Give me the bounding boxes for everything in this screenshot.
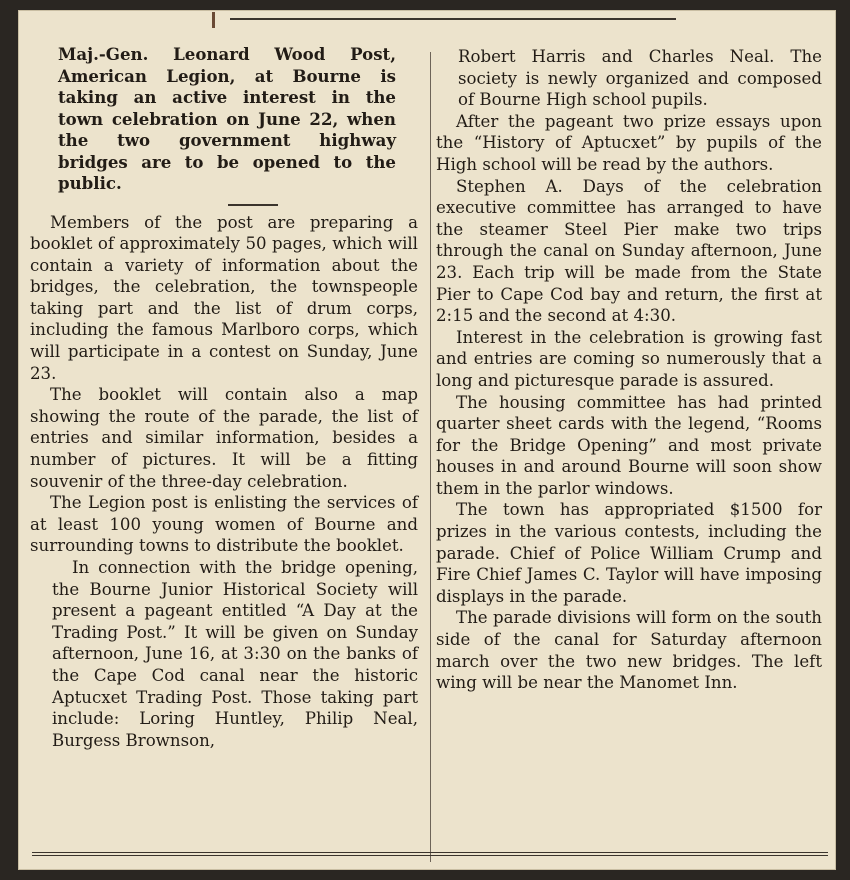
paragraph-booklet: Members of the post are preparing a booklet of approximately 50 pages, which will contain a variety of information about the bridges, the celebration, the townspeople taking part and the list of drum corps, including the famous Marlboro corps, which will participate in a contest on Sunday, June 23.	[30, 212, 418, 383]
paragraph-society: Robert Harris and Charles Neal. The society is newly organized and composed of Bourne High school pupils.	[458, 47, 822, 110]
paragraph-steamer: Stephen A. Days of the celebration executive committee has arranged to have the steamer Steel Pier make two trips through the canal on Sunday afternoon, June 23. Each trip will be made from the State Pier to Cape Cod bay and return, the first at 2:15 and the second at 4:30.	[436, 176, 822, 326]
paragraph-parade-divisions: The parade divisions will form on the south side of the canal for Saturday afternoon march over the two new bridges. The left wing will be near the Manomet Inn.	[436, 608, 822, 693]
paragraph-housing: The housing committee has had printed quarter sheet cards with the legend, “Rooms for the Bridge Opening” and most private houses in and around Bourne will soon show them in the parlor windows.	[436, 392, 822, 498]
headline: Maj.-Gen. Leonard Wood Post, American Legion, at Bourne is taking an active interest in the town celebration on June 22, when the two government highway bridges are to be opened to the public.	[58, 44, 396, 193]
paragraph-interest: Interest in the celebration is growing fast and entries are coming so numerously that a long and picturesque parade is assured.	[436, 327, 822, 390]
top-rule	[230, 18, 676, 20]
newspaper-clipping	[18, 10, 836, 870]
headline-rule	[228, 204, 278, 206]
column-divider	[430, 52, 431, 862]
right-column	[436, 46, 822, 694]
paragraph-legion-women: The Legion post is enlisting the services of at least 100 young women of Bourne and surrounding towns to distribute the booklet.	[30, 493, 418, 556]
paragraph-prize-essays: After the pageant two prize essays upon the “History of Aptucxet” by pupils of the High school will be read by the authors.	[436, 111, 822, 174]
paragraph-pageant: In connection with the bridge opening, the Bourne Junior Historical Society will present a pageant entitled “A Day at the Trading Post.” It will be given on Sunday afternoon, June 16, at 3:30 on the banks of the Cape Cod canal near the historic Aptucxet Trading Post. Those taking part include: Loring Huntley, Philip Neal, Burgess Brownson,	[52, 558, 418, 750]
paragraph-prizes: The town has appropriated $1500 for prizes in the various contests, including the parade. Chief of Police William Crump and Fire Chief James C. Taylor will have imposing displays in the parade.	[436, 500, 822, 606]
bottom-rule-double	[32, 855, 828, 856]
left-column	[30, 44, 418, 751]
bottom-rule	[32, 852, 828, 853]
top-rule-mark	[212, 12, 215, 28]
paragraph-map: The booklet will contain also a map showing the route of the parade, the list of entries and similar information, besides a number of pictures. It will be a fitting souvenir of the three-day celebration.	[30, 385, 418, 491]
